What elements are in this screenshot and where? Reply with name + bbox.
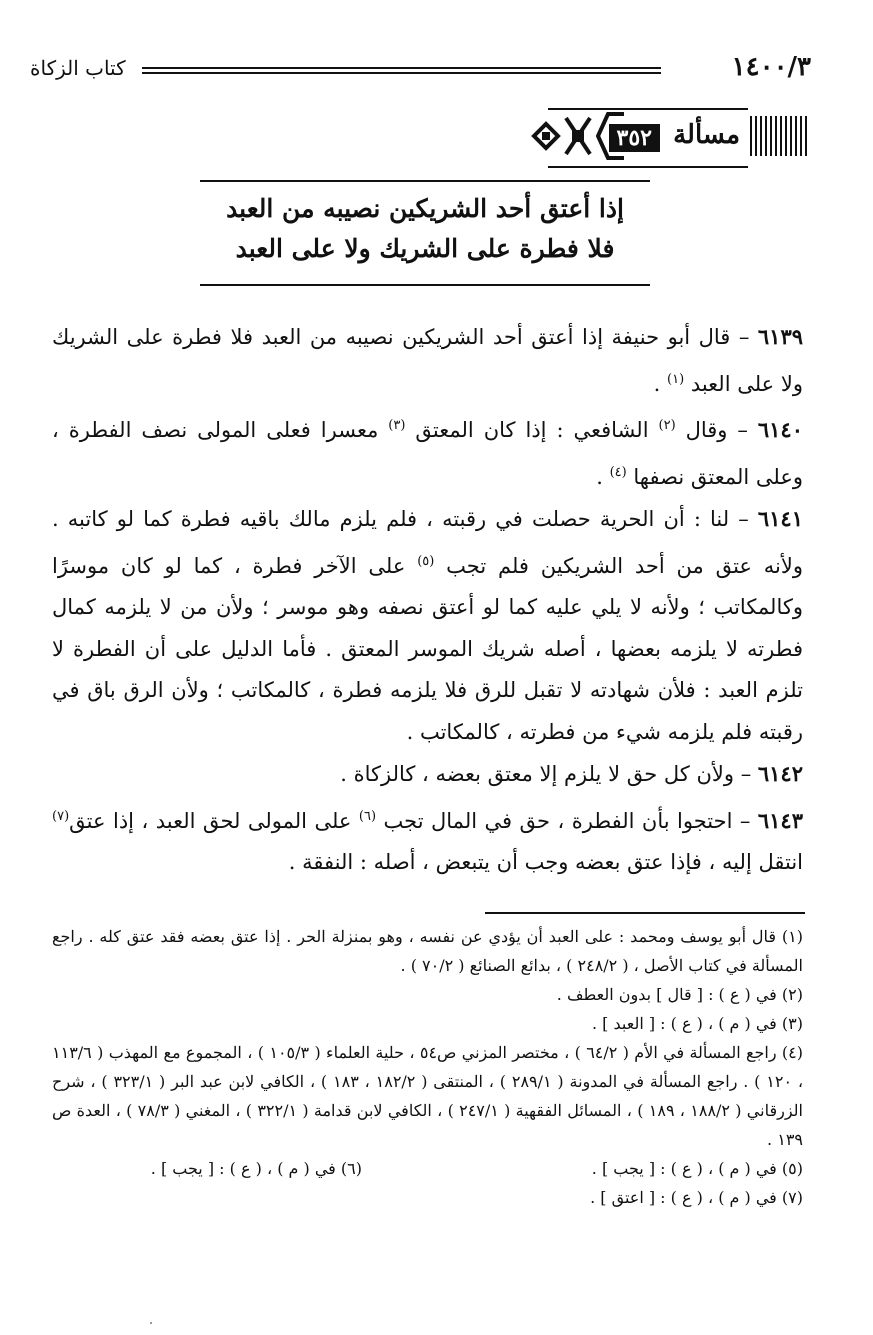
footnote-ref[interactable]: (٥) <box>417 553 435 569</box>
scan-speck <box>150 1322 152 1324</box>
paragraph-6140: ٦١٤٠ – وقال $^{(٢)}$ الشافعي : إذا كان المعتق $^{(٣)}$ معسرا فعلى المولى نصف الفطرة ، وعلى المعتق نصفها $^{(٤)}$ . <box>52 417 803 489</box>
footnote-ref[interactable]: (٢) <box>658 418 676 433</box>
footnote-ref[interactable]: (٧) <box>52 808 70 824</box>
footnote-ref[interactable]: (٤) <box>609 464 627 480</box>
header-double-rule <box>142 67 661 74</box>
footnote-4: (٤) راجع المسألة في الأم ( ٦٤/٢ ) ، مختصر المزني ص٥٤ ، حلية العلماء ( ١٠٥/٣ ) ، المجموع مع المهذب ( ١١٣/٦ ، ١٢٠ ) . راجع المسألة في المدونة ( ٢٨٩/١ ) ، المنتقى ( ١٨٢/٢ ، ١٨٣ ) ، الكافي لابن عبد البر ( ٣٢٣/١ ) ، شرح الزرقاني ( ١٨٨/٢ ، ١٨٩ ) ، المسائل الفقهية ( ٢٤٧/١ ) ، الكافي لابن قدامة ( ٣٢٢/١ ) ، المغني ( ٧٨/٣ ) ، العدة ص ١٣٩ . <box>52 1043 804 1149</box>
paragraph-6139: ٦١٣٩ – قال أبو حنيفة إذا أعتق أحد الشريكين نصيبه من العبد فلا فطرة على الشريك ولا على العبد $^{(١)}$ . <box>52 324 804 396</box>
footnote-7: (٧) في ( م ) ، ( ع ) : [ اعتق ] . <box>590 1188 803 1207</box>
masala-banner <box>528 108 810 166</box>
masala-label: مسألة <box>673 120 740 150</box>
masala-number: ٣٥٢ <box>609 124 660 152</box>
main-text <box>52 316 803 884</box>
paragraph-6143: ٦١٤٣ – احتجوا بأن الفطرة ، حق في المال تجب $^{(٦)}$ على المولى لحق العبد ، إذا عتق$^{(٧)}$ انتقل إليه ، فإذا عتق بعضه وجب أن يتبعض ، أصله : النفقة . <box>52 807 803 874</box>
footnote-3: (٣) في ( م ) ، ( ع ) : [ العبد ] . <box>592 1014 803 1033</box>
footnote-5: (٥) في ( م ) ، ( ع ) : [ يجب ] . <box>591 1159 803 1178</box>
book-title: كتاب الزكاة <box>30 56 126 80</box>
footnote-ref[interactable]: (٣) <box>388 418 406 433</box>
paragraph-6141: ٦١٤١ – لنا : أن الحرية حصلت في رقبته ، فلم يلزم مالك باقيه فطرة كما لو كاتبه . ولأنه عتق من أحد الشريكين فلم تجب $^{(٥)}$ على الآخر فطرة ، كما لو كان موسرًا وكالمكاتب ؛ ولأنه لا يلي عليه كما لو أعتق نصفه وهو موسر ؛ ولأن من لا يلزمه كمال فطرته لا يلزمه بعضها ، أصله شريك الموسر المعتق . فأما الدليل على أن الفطرة لا تلزم العبد : فلأن شهادته لا تقبل للرق فلا يلزمه فطرة ، كالمكاتب ؛ ولأن الرق باق في رقبته فلم يلزمه شيء من فطرته ، كالمكاتب . <box>52 506 803 744</box>
title-line-1: إذا أعتق أحد الشريكين نصيبه من العبد <box>226 194 624 223</box>
paragraph-6142: ٦١٤٢ – ولأن كل حق لا يلزم إلا معتق بعضه ، كالزكاة . <box>340 761 803 786</box>
footnote-ref[interactable]: (١) <box>667 371 685 387</box>
ornament-icon <box>528 110 628 162</box>
title-top-rule <box>200 180 650 182</box>
footnotes <box>52 922 803 1212</box>
page-reference: ١٤٠٠/٣ <box>731 52 811 82</box>
footnote-row-5-6 <box>52 1154 803 1183</box>
title-bottom-rule <box>200 284 650 286</box>
running-header <box>30 52 811 86</box>
title-line-2: فلا فطرة على الشريك ولا على العبد <box>235 234 615 263</box>
footnote-1: (١) قال أبو يوسف ومحمد : على العبد أن يؤدي عن نفسه ، وهو بمنزلة الحر . إذا عتق بعضه فقد عتق كله . راجع المسألة في كتاب الأصل ، ( ٢٤٨/٢ ) ، بدائع الصنائع ( ٧٠/٢ ) . <box>52 927 803 975</box>
footnote-2: (٢) في ( ع ) : [ قال ] بدون العطف . <box>556 985 803 1004</box>
masala-title <box>200 180 650 286</box>
banner-hatch-decoration <box>750 116 810 156</box>
footnote-separator <box>485 912 805 914</box>
footnote-6: (٦) في ( م ) ، ( ع ) : [ يجب ] . <box>150 1159 362 1178</box>
footnote-ref[interactable]: (٦) <box>358 808 377 824</box>
